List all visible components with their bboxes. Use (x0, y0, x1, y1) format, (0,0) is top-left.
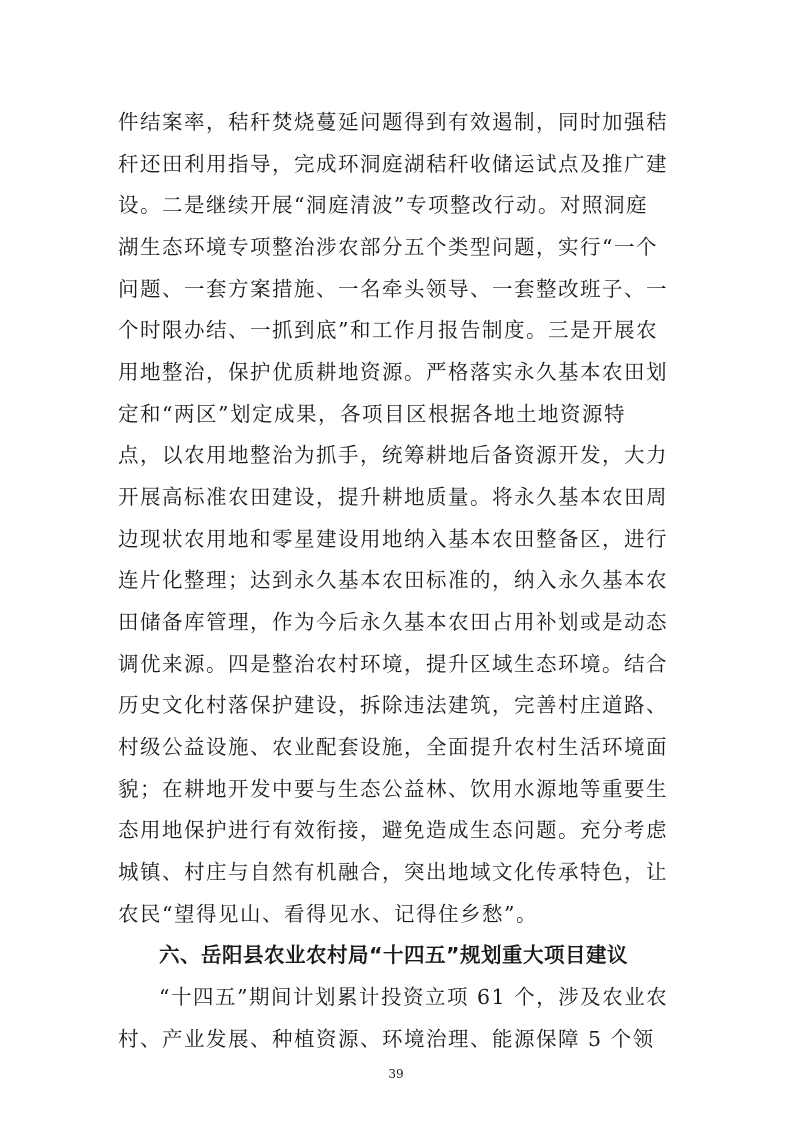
body-text-line: 点，以农用地整治为抓手，统筹耕地后备资源开发，大力 (118, 443, 668, 467)
body-text-line: 调优来源。四是整治农村环境，提升区域生态环境。结合 (118, 652, 668, 676)
body-text-line: 湖生态环境专项整治涉农部分五个类型问题，实行“一个 (118, 235, 658, 259)
body-text-line: 田储备库管理，作为今后永久基本农田占用补划或是动态 (118, 610, 668, 634)
body-text-line: 村、产业发展、种植资源、环境治理、能源保障 5 个领 (118, 1027, 655, 1051)
body-text-line: 态用地保护进行有效衔接，避免造成生态问题。充分考虑 (118, 818, 668, 842)
page-number: 39 (388, 1067, 404, 1081)
body-text-line: 用地整治，保护优质耕地资源。严格落实永久基本农田划 (118, 360, 668, 384)
body-text-line: 个时限办结、一抓到底”和工作月报告制度。三是开展农 (118, 318, 658, 342)
body-text-line: 设。二是继续开展“洞庭清波”专项整改行动。对照洞庭 (118, 193, 648, 217)
body-text-line: 历史文化村落保护建设，拆除违法建筑，完善村庄道路、 (118, 693, 668, 717)
body-text-line: 件结案率，秸秆焚烧蔓延问题得到有效遏制，同时加强秸 (118, 110, 668, 134)
section-heading: 六、岳阳县农业农村局“十四五”规划重大项目建议 (159, 943, 628, 967)
body-text-line: 农民“望得见山、看得见水、记得住乡愁”。 (118, 902, 538, 926)
body-text-line: 连片化整理；达到永久基本农田标准的，纳入永久基本农 (118, 568, 668, 592)
body-text-line: 貌；在耕地开发中要与生态公益林、饮用水源地等重要生 (118, 777, 668, 801)
body-text-line: “十四五”期间计划累计投资立项 61 个，涉及农业农 (159, 985, 669, 1009)
body-text-line: 问题、一套方案措施、一名牵头领导、一套整改班子、一 (118, 277, 668, 301)
body-text-line: 定和“两区”划定成果，各项目区根据各地土地资源特 (118, 402, 626, 426)
body-text-line: 城镇、村庄与自然有机融合，突出地域文化传承特色，让 (118, 860, 668, 884)
body-text-line: 秆还田利用指导，完成环洞庭湖秸秆收储运试点及推广建 (118, 152, 668, 176)
body-text-line: 开展高标准农田建设，提升耕地质量。将永久基本农田周 (118, 485, 668, 509)
body-text-line: 村级公益设施、农业配套设施，全面提升农村生活环境面 (118, 735, 668, 759)
body-text-line: 边现状农用地和零星建设用地纳入基本农田整备区，进行 (118, 527, 668, 551)
